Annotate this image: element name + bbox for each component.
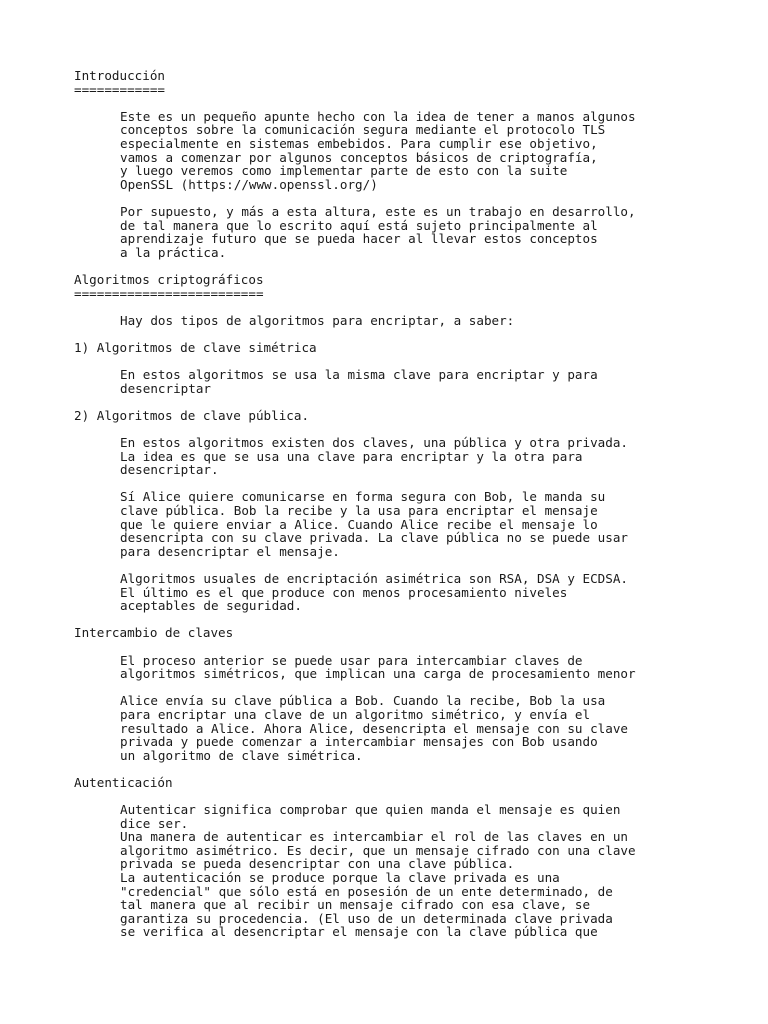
paragraph-line: El último es el que produce con menos procesamiento niveles	[120, 584, 568, 600]
heading-text: Autenticación	[74, 774, 173, 790]
paragraph	[74, 436, 754, 477]
heading-text: 2) Algoritmos de clave pública.	[74, 407, 310, 423]
section-heading	[74, 69, 754, 96]
paragraph-line: algoritmo asimétrico. Es decir, que un mensaje cifrado con una clave	[120, 842, 636, 858]
paragraph-line: desencripta con su clave privada. La clave pública no se puede usar	[120, 530, 628, 546]
paragraph-line: tal manera que al recibir un mensaje cifrado con esa clave, se	[120, 897, 591, 913]
paragraph	[74, 572, 754, 613]
paragraph-line: de tal manera que lo escrito aquí está sujeto principalmente al	[120, 217, 598, 233]
paragraph-line: Algoritmos usuales de encriptación asimétrica son RSA, DSA y ECDSA.	[120, 570, 628, 586]
blank-line	[74, 300, 754, 314]
paragraph	[74, 803, 754, 939]
paragraph-line: Hay dos tipos de algoritmos para encriptar, a saber:	[120, 312, 515, 328]
paragraph-line: conceptos sobre la comunicación segura mediante el protocolo TLS	[120, 122, 606, 138]
paragraph-line: Por supuesto, y más a esta altura, este es un trabajo en desarrollo,	[120, 203, 636, 219]
heading-underline: =========================	[74, 285, 264, 301]
paragraph-line: un algoritmo de clave simétrica.	[120, 747, 363, 763]
blank-line	[74, 613, 754, 627]
paragraph-line: a la práctica.	[120, 244, 227, 260]
paragraph	[74, 314, 754, 328]
paragraph-line: privada y puede comenzar a intercambiar mensajes con Bob usando	[120, 734, 598, 750]
heading-text: 1) Algoritmos de clave simétrica	[74, 339, 317, 355]
paragraph-line: resultado a Alice. Ahora Alice, desencripta el mensaje con su clave	[120, 720, 628, 736]
paragraph-line: aceptables de seguridad.	[120, 598, 302, 614]
paragraph	[74, 654, 754, 681]
paragraph-line: Alice envía su clave pública a Bob. Cuando la recibe, Bob la usa	[120, 693, 606, 709]
blank-line	[74, 789, 754, 803]
blank-line	[74, 327, 754, 341]
paragraph	[74, 694, 754, 762]
paragraph-line: que le quiere enviar a Alice. Cuando Alice recibe el mensaje lo	[120, 516, 598, 532]
paragraph-line: Autenticar significa comprobar que quien manda el mensaje es quien	[120, 802, 621, 818]
paragraph-line: Este es un pequeño apunte hecho con la idea de tener a manos algunos	[120, 108, 636, 124]
paragraph-line: se verifica al desencriptar el mensaje con la clave pública que	[120, 924, 598, 940]
blank-line	[74, 354, 754, 368]
blank-line	[74, 681, 754, 695]
blank-line	[74, 640, 754, 654]
paragraph-line: "credencial" que sólo está en posesión de un ente determinado, de	[120, 883, 613, 899]
blank-line	[74, 477, 754, 491]
section-heading	[74, 776, 754, 790]
paragraph-line: OpenSSL (https://www.openssl.org/)	[120, 176, 378, 192]
section-heading	[74, 273, 754, 300]
paragraph-line: dice ser.	[120, 815, 189, 831]
paragraph-line: desencriptar.	[120, 462, 219, 478]
paragraph-line: especialmente en sistemas embebidos. Para cumplir ese objetivo,	[120, 135, 598, 151]
paragraph-line: El proceso anterior se puede usar para intercambiar claves de	[120, 652, 583, 668]
section-heading	[74, 626, 754, 640]
paragraph-line: algoritmos simétricos, que implican una carga de procesamiento menor	[120, 666, 636, 682]
paragraph	[74, 490, 754, 558]
paragraph-line: para desencriptar el mensaje.	[120, 543, 340, 559]
blank-line	[74, 96, 754, 110]
paragraph-line: y luego veremos como implementar parte de esto con la suite	[120, 163, 568, 179]
blank-line	[74, 558, 754, 572]
paragraph-line: En estos algoritmos se usa la misma clave para encriptar y para	[120, 367, 598, 383]
blank-line	[74, 422, 754, 436]
paragraph	[74, 368, 754, 395]
blank-line	[74, 259, 754, 273]
paragraph-line: aprendizaje futuro que se pueda hacer al llevar estos conceptos	[120, 231, 598, 247]
paragraph-line: Una manera de autenticar es intercambiar el rol de las claves en un	[120, 829, 628, 845]
paragraph-line: Sí Alice quiere comunicarse en forma segura con Bob, le manda su	[120, 489, 606, 505]
blank-line	[74, 762, 754, 776]
heading-text: Introducción	[74, 68, 165, 83]
paragraph-line: La idea es que se usa una clave para encriptar y la otra para	[120, 448, 583, 464]
blank-line	[74, 191, 754, 205]
paragraph-line: clave pública. Bob la recibe y la usa para encriptar el mensaje	[120, 503, 598, 518]
section-heading	[74, 341, 754, 355]
paragraph-line: desencriptar	[120, 380, 211, 396]
paragraph-line: privada se pueda desencriptar con una clave pública.	[120, 856, 515, 872]
document-page	[74, 69, 754, 939]
paragraph	[74, 205, 754, 259]
paragraph	[74, 110, 754, 192]
paragraph-line: En estos algoritmos existen dos claves, una pública y otra privada.	[120, 435, 628, 451]
section-heading	[74, 409, 754, 423]
heading-underline: ============	[74, 81, 165, 97]
heading-text: Algoritmos criptográficos	[74, 271, 264, 287]
heading-text: Intercambio de claves	[74, 625, 234, 641]
paragraph-line: La autenticación se produce porque la clave privada es una	[120, 870, 560, 886]
paragraph-line: vamos a comenzar por algunos conceptos básicos de criptografía,	[120, 149, 598, 165]
blank-line	[74, 395, 754, 409]
paragraph-line: para encriptar una clave de un algoritmo simétrico, y envía el	[120, 706, 591, 722]
paragraph-line: garantiza su procedencia. (El uso de un determinada clave privada	[120, 910, 613, 926]
